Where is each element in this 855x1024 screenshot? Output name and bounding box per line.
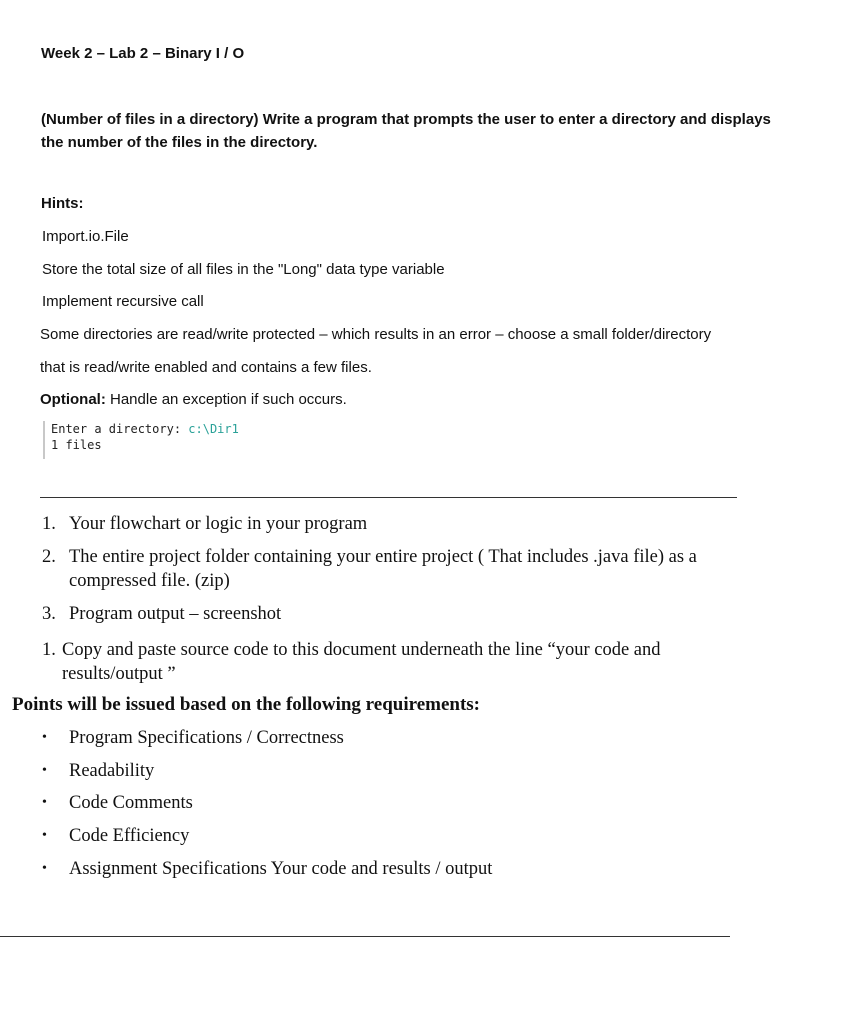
requirement-item <box>42 638 762 686</box>
points-item-text: Readability <box>69 761 155 781</box>
console-prompt-line <box>51 421 311 437</box>
requirement-item <box>42 602 762 626</box>
optional-note <box>40 391 347 408</box>
bullet-icon: • <box>42 730 47 745</box>
bullet-icon: • <box>42 763 47 778</box>
problem-statement: (Number of files in a directory) Write a program that prompts the user to enter a directory and displays the number of the files in the directory. <box>41 111 771 151</box>
bottom-divider <box>0 936 730 937</box>
bullet-icon: • <box>42 828 47 843</box>
requirement-item <box>42 512 762 536</box>
requirement-number: 2. <box>42 547 56 567</box>
points-item-text: Program Specifications / Correctness <box>69 728 344 748</box>
console-prompt: Enter a directory: <box>51 422 189 436</box>
console-input: c:\Dir1 <box>188 422 239 436</box>
requirement-text: Program output – screenshot <box>69 604 282 624</box>
bullet-icon: • <box>42 795 47 810</box>
console-result: 1 files <box>51 438 102 452</box>
requirement-text: Your flowchart or logic in your program <box>69 514 368 534</box>
hint-item: Some directories are read/write protected – which results in an error – choose a small folder/directory <box>40 326 712 343</box>
requirement-text: Copy and paste source code to this document underneath the line “your code and results/output ” <box>62 640 661 684</box>
points-item-text: Code Efficiency <box>69 826 190 846</box>
optional-label: Optional: <box>40 391 106 408</box>
points-item-text: Assignment Specifications Your code and results / output <box>69 859 493 879</box>
bullet-icon: • <box>42 861 47 876</box>
console-output-sample <box>43 421 311 459</box>
section-divider <box>40 497 737 498</box>
requirement-number: 1. <box>42 514 56 534</box>
optional-text: Handle an exception if such occurs. <box>105 391 347 408</box>
requirement-item <box>42 545 762 593</box>
document-title: Week 2 – Lab 2 – Binary I / O <box>41 45 245 62</box>
points-heading: Points will be issued based on the following requirements: <box>12 694 481 715</box>
hint-item: Store the total size of all files in the "Long" data type variable <box>42 261 445 278</box>
requirement-number: 3. <box>42 604 56 624</box>
hints-heading: Hints: <box>41 195 84 212</box>
points-item-text: Code Comments <box>69 793 193 813</box>
hint-item: Import.io.File <box>42 228 129 245</box>
hint-item: Implement recursive call <box>42 293 204 310</box>
requirement-number: 1. <box>42 640 56 660</box>
hint-item: that is read/write enabled and contains a few files. <box>40 359 372 376</box>
requirement-text: The entire project folder containing your entire project ( That includes .java file) as a compressed file. (zip) <box>69 547 697 591</box>
